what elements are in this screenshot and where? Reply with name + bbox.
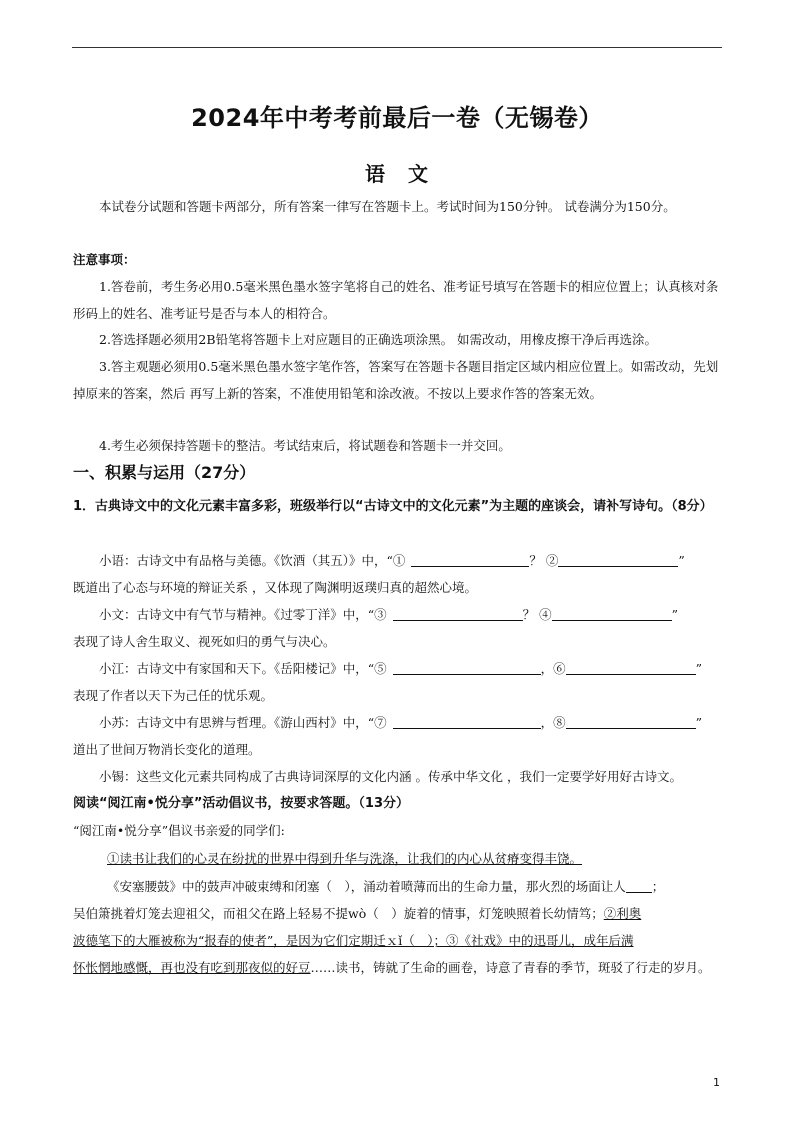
fill-line-4 bbox=[73, 709, 723, 736]
blank-4[interactable] bbox=[552, 606, 672, 621]
blank-2[interactable] bbox=[558, 552, 678, 567]
para2-part-e: 波德笔下的大雁被称为“报春的使者”，是因为它们定期迁ｘǐ（ ）；③《社戏》中的迅哥儿，成年后满 bbox=[73, 933, 634, 948]
fill-line-1-after: 既道出了心态与环境的辩证关系 ，又体现了陶渊明返璞归真的超然心境。 bbox=[73, 580, 477, 595]
para2-part-g: ……读书，铸就了生命的画卷，诗意了青春的季节，斑驳了行走的岁月。 bbox=[310, 960, 711, 975]
closing-line: 小锡：这些文化元素共同构成了古典诗词深厚的文化内涵 。传承中华文化 ，我们一定要学好用好古诗文。 bbox=[99, 769, 682, 784]
blank-3[interactable] bbox=[393, 606, 523, 621]
blank-8[interactable] bbox=[566, 714, 696, 729]
note-item-2: 2.答选择题必须用2B铅笔将答题卡上对应题目的正确选项涂黑。 如需改动，用橡皮擦干净后再选涂。 bbox=[99, 332, 658, 347]
reading-paragraph-2 bbox=[73, 873, 723, 981]
fill-line-1-lead: 小语：古诗文中有品格与美德。《饮酒（其五）》中，“① bbox=[99, 553, 406, 568]
note-item-3: 3.答主观题必须用0.5毫米黑色墨水签字笔作答，答案写在答题卡各题目指定区域内相应位置上。如需改动，先划掉原来的答案，然后 再写上新的答案，不准使用铅笔和涂改液。不按以上要求作答的答案无效。 bbox=[73, 359, 719, 401]
section-heading: 一、积累与运用（27分） bbox=[73, 463, 256, 482]
blank-6[interactable] bbox=[566, 660, 696, 675]
fill-line-3-lead: 小江：古诗文中有家国和天下。《岳阳楼记》中，“⑤ bbox=[99, 661, 387, 676]
page-number: 1 bbox=[713, 1076, 720, 1089]
para2-part-d: ②利奥 bbox=[603, 906, 642, 921]
fill-line-2-lead: 小文：古诗文中有气节与精神。《过零丁洋》中，“③ bbox=[99, 607, 387, 622]
para2-part-c: 吴伯箫挑着灯笼去迎祖父，而祖父在路上轻易不提wò（ ）旋着的情事，灯笼映照着长幼情笃； bbox=[73, 906, 604, 921]
page-title: 2024年中考考前最后一卷（无锡卷） bbox=[191, 104, 603, 132]
reading-salute: “阅江南•悦分享”倡议书亲爱的同学们: bbox=[73, 823, 285, 838]
note-item-1: 1.答卷前，考生务必用0.5毫米黑色墨水签字笔将自己的姓名、准考证号填写在答题卡的相应位置上；认真核对条形码上的姓名、准考证号是否与本人的相符合。 bbox=[73, 279, 719, 321]
subject-char-1: 语 bbox=[365, 162, 386, 186]
blank-1[interactable] bbox=[411, 552, 529, 567]
fill-line-3-after: 表现了作者以天下为己任的忧乐观。 bbox=[73, 688, 274, 703]
notes-heading: 注意事项： bbox=[73, 252, 136, 267]
fill-line-4-lead: 小苏：古诗文中有思辨与哲理。《游山西村》中，“⑦ bbox=[99, 715, 387, 730]
subject-title bbox=[0, 158, 794, 187]
fill-line-2-after: 表现了诗人舍生取义、视死如归的勇气与决心。 bbox=[73, 634, 336, 649]
fill-line-1-end: ” bbox=[678, 553, 685, 568]
subject-char-2: 文 bbox=[408, 162, 429, 186]
fill-line-3 bbox=[73, 655, 723, 682]
para2-part-b: ； bbox=[651, 879, 665, 894]
intro-paragraph: 本试卷分试题和答题卡两部分，所有答案一律写在答题卡上。考试时间为150分钟。 试卷满分为150分。 bbox=[99, 199, 676, 214]
fill-line-2-mid: ？ ④ bbox=[522, 607, 552, 622]
fill-line-4-after: 道出了世间万物消长变化的道理。 bbox=[73, 742, 261, 757]
para2-part-a: 《安塞腰鼓》中的鼓声冲破束缚和闭塞（ ），涌动着喷薄而出的生命力量，那火烈的场面让人 bbox=[107, 879, 626, 894]
para2-part-f: 怀怅惘地感慨，再也没有吃到那夜似的好豆 bbox=[73, 960, 311, 975]
reading-heading: 阅读“阅江南•悦分享”活动倡议书，按要求答题。（13分） bbox=[73, 796, 409, 811]
blank-feeling[interactable] bbox=[626, 878, 652, 893]
fill-line-3-mid: ，⑥ bbox=[540, 661, 566, 676]
fill-line-1-mid: ？ ② bbox=[529, 553, 559, 568]
fill-line-3-end: ” bbox=[695, 661, 703, 676]
fill-line-4-mid: ，⑧ bbox=[540, 715, 566, 730]
blank-5[interactable] bbox=[393, 660, 541, 675]
fill-line-2-end: ” bbox=[671, 607, 679, 622]
question-1-stem: 1．古典诗文中的文化元素丰富多彩，班级举行以“古诗文中的文化元素”为主题的座谈会，请补写诗句。（8分） bbox=[73, 499, 713, 514]
fill-line-2 bbox=[73, 601, 723, 628]
blank-7[interactable] bbox=[393, 714, 541, 729]
fill-line-4-end: ” bbox=[695, 715, 703, 730]
header-rule bbox=[72, 47, 722, 48]
fill-line-1 bbox=[73, 547, 723, 574]
reading-sentence-1: ①读书让我们的心灵在纷扰的世界中得到升华与洗涤，让我们的内心从贫瘠变得丰饶。 bbox=[107, 851, 583, 866]
note-item-4: 4.考生必须保持答题卡的整洁。考试结束后，将试题卷和答题卡一并交回。 bbox=[99, 438, 511, 453]
